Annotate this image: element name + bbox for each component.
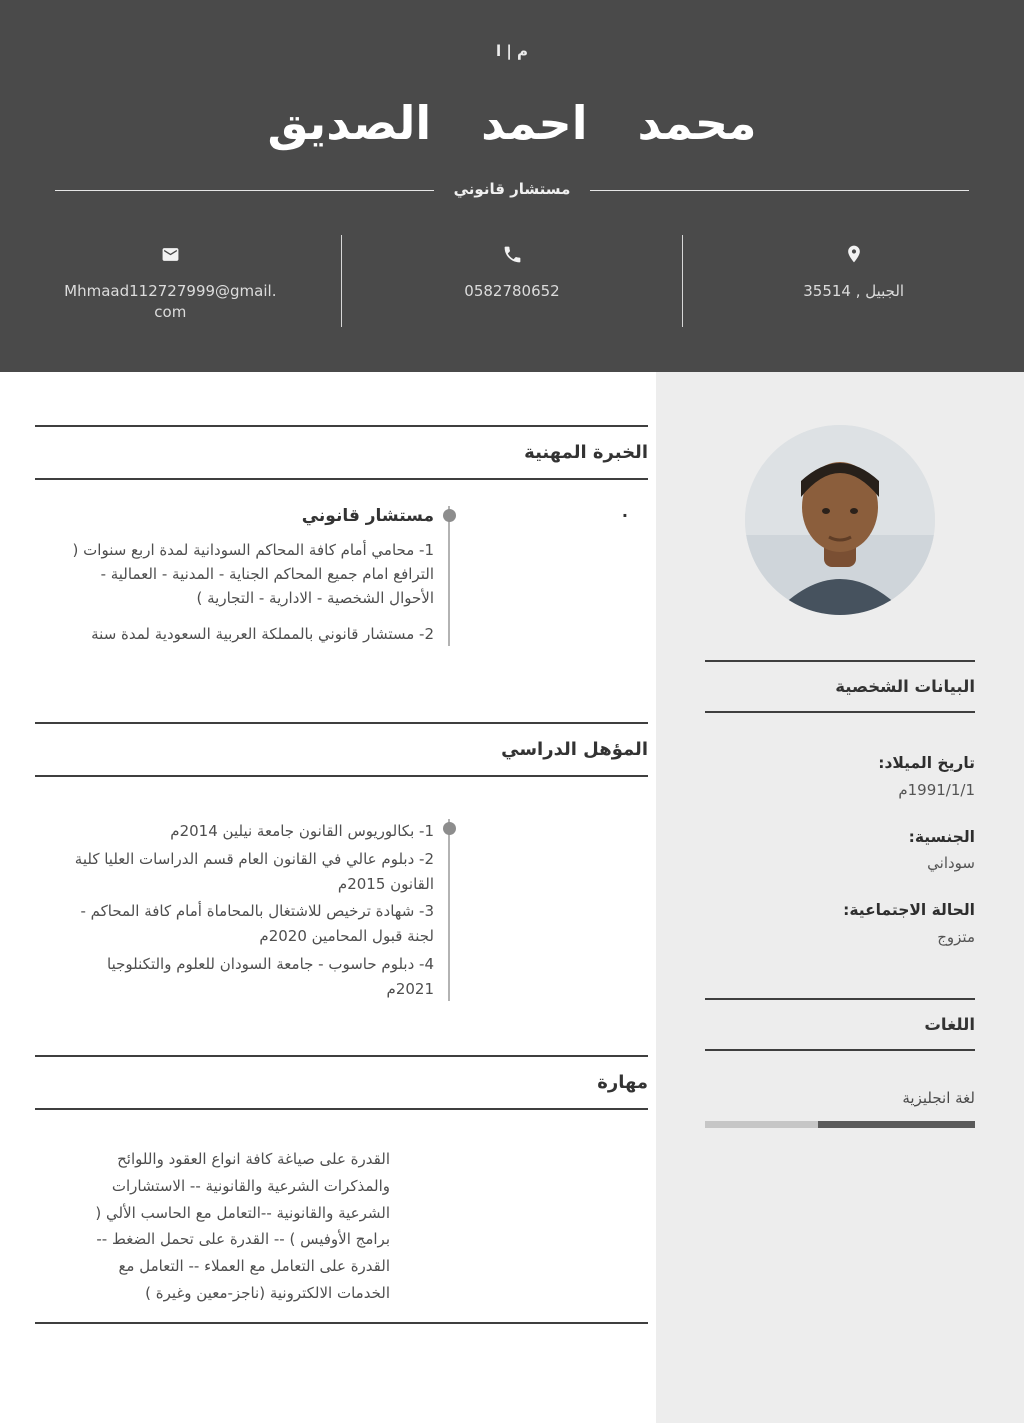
field-label: تاريخ الميلاد: [878, 754, 975, 772]
divider-line [705, 1049, 975, 1051]
body [0, 372, 1024, 1423]
field-birthdate [705, 753, 975, 801]
experience-detail: 1- محامي أمام كافة المحاكم السودانية لمدة اربع سنوات ( الترافع امام جميع المحاكم الجناية - المدنية - العمالية - الأحوال الشخصية - الادارية - التجارية ) [72, 541, 434, 607]
field-value: سوداني [927, 854, 975, 873]
divider-line [35, 1322, 648, 1324]
envelope-icon [159, 241, 182, 267]
email-text: Mhmaad112727999@gmail.com [64, 282, 277, 322]
divider-line [35, 425, 648, 427]
field-marital-status [705, 900, 975, 948]
section-title-education: المؤهل الدراسي [501, 739, 648, 760]
location-text: الجبيل , 35514 [803, 282, 905, 301]
divider-line [705, 660, 975, 662]
education-item: 4- دبلوم حاسوب - جامعة السودان للعلوم والتكنلوجيا 2021م [107, 954, 434, 998]
phone-text: 0582780652 [464, 282, 560, 301]
profile-photo [745, 425, 935, 615]
section-title-languages: اللغات [924, 1015, 975, 1035]
section-title-skills: مهارة [597, 1072, 648, 1094]
contact-divider [682, 235, 683, 327]
section-title-experience: الخبرة المهنية [524, 442, 648, 463]
field-label: الجنسية: [908, 827, 975, 846]
section-title-personal: البيانات الشخصية [835, 677, 975, 696]
education-section-heading [35, 722, 648, 777]
education-item: 1- بكالوريوس القانون جامعة نيلين 2014م [170, 822, 434, 840]
experience-job-title: مستشار قانوني [301, 506, 434, 526]
divider-line [35, 1055, 648, 1057]
language-name: لغة انجليزية [902, 1089, 975, 1108]
language-level-fill [818, 1121, 975, 1128]
field-label: الحالة الاجتماعية: [843, 901, 975, 920]
skills-section-heading [35, 1055, 648, 1110]
field-value: متزوج [937, 928, 975, 947]
experience-entry [55, 502, 628, 646]
subtitle-divider [55, 179, 969, 201]
main-column [0, 372, 656, 1423]
experience-section-heading [35, 425, 648, 480]
header [0, 0, 1024, 372]
skills-text: القدرة على صياغة كافة انواع العقود واللوائح والمذكرات الشرعية والقانونية -- الاستشارات الشرعية والقانونية --التعامل مع الحاسب الألي ( برامج الأوفيس ) -- القدرة على تحمل الضغط --القدرة على التعامل مع العملاء -- التعامل مع الخدمات الالكترونية (ناجز-معين وغيرة ) [95, 1150, 390, 1302]
divider-line [705, 998, 975, 1000]
field-nationality [705, 827, 975, 875]
contact-divider [341, 235, 342, 327]
language-item [705, 1089, 975, 1128]
experience-detail: 2- مستشار قانوني بالمملكة العربية السعودية لمدة سنة [91, 625, 434, 643]
contact-location [683, 229, 1024, 302]
monogram: م | ا [495, 42, 529, 60]
education-item: 3- شهادة ترخيص للاشتغال بالمحاماة أمام كافة المحاكم - لجنة قبول المحامين 2020م [80, 902, 434, 945]
field-value: 1991/1/1م [898, 780, 975, 799]
person-name: محمد احمد الصديق [267, 96, 757, 150]
education-entry [55, 819, 450, 1001]
divider-line [35, 478, 648, 480]
education-item: 2- دبلوم عالي في القانون العام قسم الدراسات العليا كلية القانون 2015م [74, 849, 434, 893]
phone-icon [502, 241, 523, 267]
experience-period: . [621, 502, 628, 521]
contact-phone [342, 229, 683, 302]
personal-section-heading [705, 660, 975, 713]
contact-email [0, 229, 341, 323]
languages-section-heading [705, 998, 975, 1051]
divider-line [35, 722, 648, 724]
divider-line [35, 775, 648, 777]
location-pin-icon [844, 241, 864, 267]
sidebar [656, 372, 1024, 1423]
divider-line [35, 1108, 648, 1110]
language-level-bar [705, 1121, 975, 1128]
contact-row [0, 229, 1024, 327]
job-subtitle: مستشار قانوني [434, 180, 591, 198]
divider-line [705, 711, 975, 713]
